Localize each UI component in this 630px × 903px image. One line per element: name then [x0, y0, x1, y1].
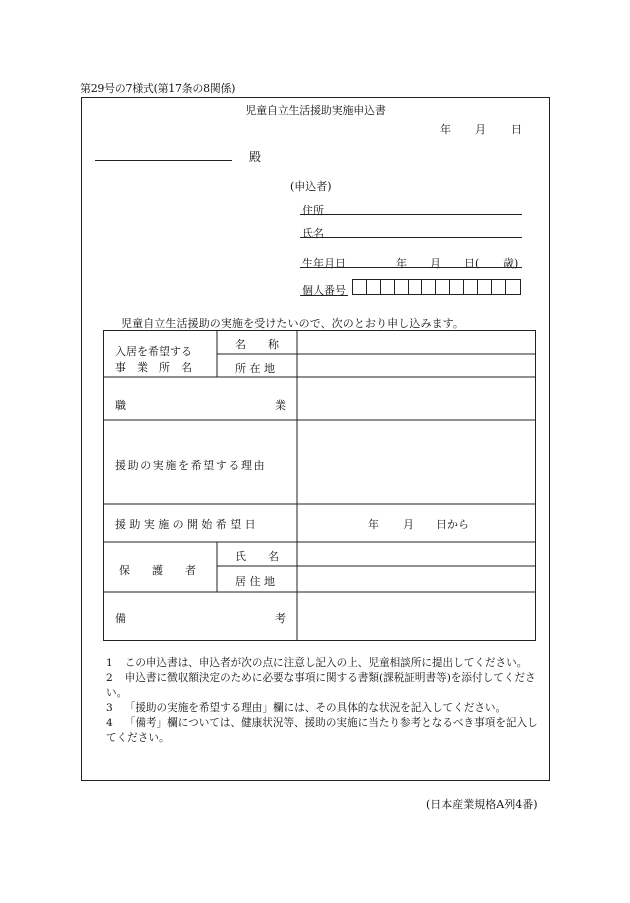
my-number-label-underline	[300, 295, 348, 296]
start-date-from: 日から	[436, 518, 469, 531]
my-number-digit-box[interactable]	[464, 280, 478, 294]
occupation-label: 職	[115, 399, 126, 412]
reason-label: 援助の実施を希望する理由	[115, 459, 267, 472]
facility-location-field[interactable]	[298, 355, 535, 377]
my-number-digit-box[interactable]	[353, 280, 367, 294]
application-table	[103, 330, 536, 641]
facility-label-line1: 入居を希望する	[115, 345, 192, 358]
occupation-field[interactable]	[298, 378, 535, 420]
birthdate-field[interactable]	[300, 267, 522, 268]
note-item	[106, 671, 546, 701]
birthdate-age-label: 歳)	[503, 257, 519, 270]
notes-list	[106, 656, 546, 746]
remarks-field[interactable]	[298, 593, 535, 640]
form-title: 児童自立生活援助実施申込書	[245, 104, 386, 117]
guardian-label: 保 護 者	[119, 564, 196, 577]
name-label: 氏名	[302, 227, 324, 240]
note-item	[106, 701, 546, 716]
address-field[interactable]	[300, 214, 522, 215]
guardian-residence-label: 居 住 地	[235, 575, 275, 588]
birthdate-year-label: 年	[396, 257, 407, 270]
intro-text: 児童自立生活援助の実施を受けたいので、次のとおり申し込みます。	[121, 317, 464, 330]
facility-name-label: 名 称	[235, 338, 279, 351]
address-label: 住所	[302, 204, 324, 217]
my-number-digit-box[interactable]	[381, 280, 395, 294]
note-item	[106, 656, 546, 671]
my-number-digit-box[interactable]	[409, 280, 423, 294]
note-text: 「援助の実施を希望する理由」欄には、その具体的な状況を記入してください。	[124, 702, 507, 714]
my-number-digit-box[interactable]	[478, 280, 492, 294]
name-field[interactable]	[300, 237, 522, 238]
form-number-label: 第29号の7様式(第17条の8関係)	[80, 82, 236, 95]
facility-name-field[interactable]	[298, 331, 535, 354]
date-day-label: 日	[511, 123, 522, 136]
note-item	[106, 716, 546, 746]
facility-location-label: 所 在 地	[235, 362, 275, 375]
my-number-field[interactable]	[352, 279, 521, 295]
birthdate-day-label: 日(	[464, 257, 480, 270]
my-number-digit-box[interactable]	[395, 280, 409, 294]
my-number-digit-box[interactable]	[436, 280, 450, 294]
facility-label-line2: 事 業 所 名	[115, 361, 192, 374]
guardian-residence-field[interactable]	[298, 567, 535, 592]
remarks-label: 備	[115, 612, 126, 625]
note-text: この申込書は、申込者が次の点に注意し記入の上、児童相談所に提出してください。	[124, 657, 528, 669]
my-number-digit-box[interactable]	[422, 280, 436, 294]
remarks-label-end: 考	[275, 612, 286, 625]
note-number: 4	[106, 717, 113, 729]
my-number-digit-box[interactable]	[506, 280, 520, 294]
guardian-name-field[interactable]	[298, 543, 535, 566]
reason-field[interactable]	[298, 421, 535, 504]
my-number-digit-box[interactable]	[492, 280, 506, 294]
start-date-field[interactable]	[298, 505, 535, 542]
applicant-section-label: (申込者)	[290, 180, 332, 193]
note-number: 1	[106, 657, 113, 669]
addressee-line[interactable]	[95, 160, 232, 161]
note-text: 「備考」欄については、健康状況等、援助の実施に当たり参考となるべき事項を記入してください。	[106, 717, 538, 744]
my-number-digit-box[interactable]	[450, 280, 464, 294]
my-number-label: 個人番号	[302, 284, 346, 297]
start-date-month: 月	[403, 518, 414, 531]
start-date-year: 年	[368, 518, 379, 531]
my-number-digit-box[interactable]	[367, 280, 381, 294]
note-text: 申込書に徴収額決定のために必要な事項に関する書類(課税証明書等)を添付してください。	[106, 672, 536, 699]
date-year-label: 年	[440, 123, 451, 136]
paper-size-footer: (日本産業規格A列4番)	[426, 798, 538, 811]
note-number: 2	[106, 672, 113, 684]
addressee-honorific: 殿	[249, 150, 262, 164]
date-month-label: 月	[475, 123, 486, 136]
note-number: 3	[106, 702, 113, 714]
birthdate-month-label: 月	[430, 257, 441, 270]
guardian-name-label: 氏 名	[235, 550, 279, 563]
birthdate-label: 生年月日	[302, 257, 346, 270]
occupation-label-end: 業	[275, 399, 286, 412]
start-date-label: 援助実施の開始希望日	[115, 518, 259, 531]
